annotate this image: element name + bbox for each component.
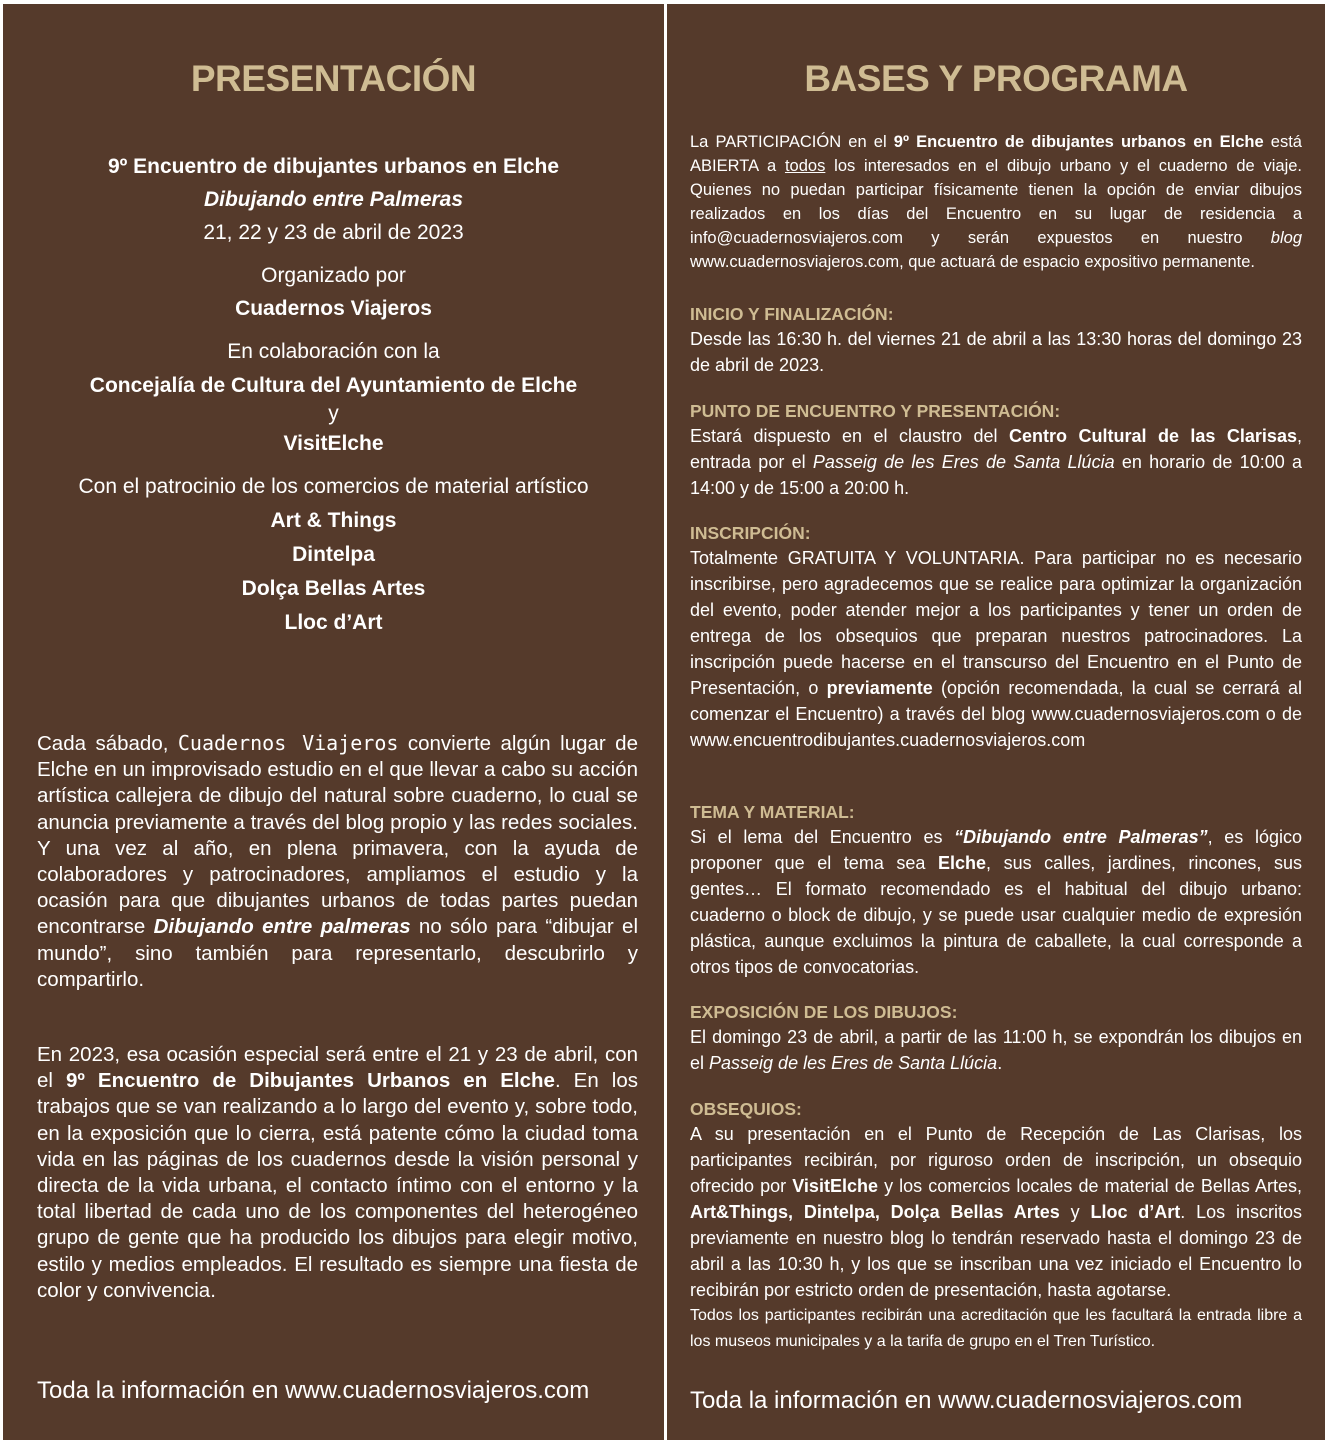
sponsor-item: Dintelpa — [292, 543, 375, 566]
accreditation-note: Todos los participantes recibirán una acreditación que les facultará la entrada libre a los museos municipales y a la tarifa de grupo en el Tren Turístico. — [690, 1307, 1302, 1350]
motto-inline: Dibujando entre palmeras — [153, 915, 411, 939]
section-heading: TEMA Y MATERIAL: — [690, 802, 855, 822]
collab-entity: Concejalía de Cultura del Ayuntamiento de Elche — [89, 374, 578, 397]
intro-paragraph-2: En 2023, esa ocasión especial será entre el 21 y 23 de abril, con el 9º Encuentro de Dibujantes Urbanos en Elche. En los trabajos que se van realizando a lo largo del evento y, sobre todo, en la exposición que lo cierra, está patente cómo la ciudad toma vida en las páginas de los cuadernos desde la visión personal y directa de la vida urbana, el contacto íntimo con el entorno y la total libertad de cada uno de los componentes del heterogéneo grupo de gente que ha producido los dibujos para elegir motivo, estilo y medios empleados. El resultado es siempre una fiesta de color y convivencia. — [37, 1043, 638, 1302]
section-body: Si el lema del Encuentro es “Dibujando entre Palmeras”, es lógico proponer que el tema sea Elche, sus calles, jardines, rincones, sus gentes… El formato recomendado es el habitual del dibujo urbano: cuaderno o block de dibujo, y se puede usar cualquier medio de expresión plástica, aunque excluimos la pintura de caballete, la cual corresponde a otros tipos de convocatorias. — [690, 827, 1303, 977]
section-heading: PUNTO DE ENCUENTRO Y PRESENTACIÓN: — [690, 401, 1061, 421]
collab-label: En colaboración con la — [227, 340, 440, 363]
collab-entity-2: VisitElche — [283, 432, 384, 455]
section-expo — [690, 1000, 1302, 1076]
brand-name: Cuadernos Viajeros — [177, 731, 399, 755]
collab-and: y — [328, 402, 339, 425]
section-body: El domingo 23 de abril, a partir de las 11:00 h, se expondrán los dibujos en el Passeig de les Eres de Santa Llúcia. — [690, 1027, 1302, 1073]
inscription-url: www.encuentrodibujantes.cuadernosviajeros.com — [690, 730, 1086, 750]
event-inline: 9º Encuentro de Dibujantes Urbanos en Elche — [66, 1069, 555, 1093]
participation-intro: La PARTICIPACIÓN en el 9º Encuentro de dibujantes urbanos en Elche está ABIERTA a todos los interesados en el dibujo urbano y el cuaderno de viaje. Quienes no puedan participar físicamente tienen la opción de enviar dibujos realizados en los días del Encuentro en su lugar de residencia a info@cuadernosviajeros.com y serán expuestos en nuestro blog www.cuadernosviajeros.com, que actuará de espacio expositivo permanente. — [690, 133, 1303, 271]
section-punto — [690, 399, 1302, 501]
section-body: Totalmente GRATUITA Y VOLUNTARIA. Para participar no es necesario inscribirse, pero agradecemos que se realice para optimizar la organización del evento, poder atender mejor a los participantes y tener un orden de entrega de los obsequios que preparan nuestros patrocinadores. La inscripción puede hacerse en el transcurso del Encuentro en el Punto de Presentación, o previamente (opción recomendada, la cual se cerrará al comenzar el Encuentro) a través del blog www.cuadernosviajeros.com o de www.encuentrodibujantes.cuadernosviajeros.com — [690, 545, 1302, 753]
left-footer-info: Toda la información en www.cuadernosviajeros.com — [37, 1377, 590, 1404]
presentation-title: PRESENTACIÓN — [190, 58, 477, 99]
section-inicio — [690, 302, 1302, 378]
section-heading: EXPOSICIÓN DE LOS DIBUJOS: — [690, 1002, 958, 1022]
event-motto: Dibujando entre Palmeras — [203, 188, 464, 211]
program-title: BASES Y PROGRAMA — [804, 58, 1188, 99]
right-footer-info: Toda la información en www.cuadernosviajeros.com — [690, 1387, 1243, 1414]
event-credits — [3, 154, 664, 636]
event-name: 9º Encuentro de dibujantes urbanos en Elche — [107, 155, 560, 178]
sponsors-label: Con el patrocinio de los comercios de material artístico — [78, 475, 589, 498]
section-inscripcion — [690, 521, 1302, 753]
sponsor-item: Dolça Bellas Artes — [241, 577, 426, 600]
organizer-name: Cuadernos Viajeros — [235, 297, 432, 320]
section-tema — [690, 800, 1302, 980]
program-panel — [667, 4, 1325, 1440]
section-body: Desde las 16:30 h. del viernes 21 de abril a las 13:30 horas del domingo 23 de abril de 2023. — [690, 329, 1302, 375]
section-body: Estará dispuesto en el claustro del Centro Cultural de las Clarisas, entrada por el Passeig de les Eres de Santa Llúcia en horario de 10:00 a 14:00 y de 15:00 a 20:00 h. — [690, 426, 1302, 498]
section-heading: OBSEQUIOS: — [690, 1099, 802, 1119]
section-body: A su presentación en el Punto de Recepción de Las Clarisas, los participantes recibirán, por riguroso orden de inscripción, un obsequio ofrecido por VisitElche y los comercios locales de material de Bellas Artes, Art&Things, Dintelpa, Dolça Bellas Artes y Lloc d’Art. Los inscritos previamente en nuestro blog lo tendrán reservado hasta el domingo 23 de abril a las 10:30 h, y los que se inscriban una vez iniciado el Encuentro lo recibirán por estricto orden de presentación, hasta agotarse. — [690, 1124, 1303, 1300]
sponsor-item: Lloc d’Art — [284, 611, 383, 634]
section-heading: INSCRIPCIÓN: — [690, 523, 811, 543]
organized-by-label: Organizado por — [261, 264, 406, 287]
brochure-sheet — [3, 4, 1325, 1440]
section-obsequios — [690, 1097, 1302, 1355]
presentation-panel — [3, 4, 664, 1440]
todos-underlined: todos — [784, 157, 826, 175]
intro-paragraph-1: Cada sábado, Cuadernos Viajeros convierte algún lugar de Elche en un improvisado estudio en el que llevar a cabo su acción artística callejera de dibujo del natural sobre cuaderno, lo cual se anuncia previamente a través del blog propio y las redes sociales. Y una vez al año, en plena primavera, con la ayuda de colaboradores y patrocinadores, ampliamos el estudio y la ocasión para que dibujantes urbanos de todas partes puedan encontrarse Dibujando entre palmeras no sólo para “dibujar el mundo”, sino también para representarlo, descubrirlo y compartirlo. — [37, 731, 638, 991]
sponsor-item: Art & Things — [270, 509, 397, 532]
event-dates: 21, 22 y 23 de abril de 2023 — [203, 221, 464, 244]
section-heading: INICIO Y FINALIZACIÓN: — [690, 304, 894, 324]
